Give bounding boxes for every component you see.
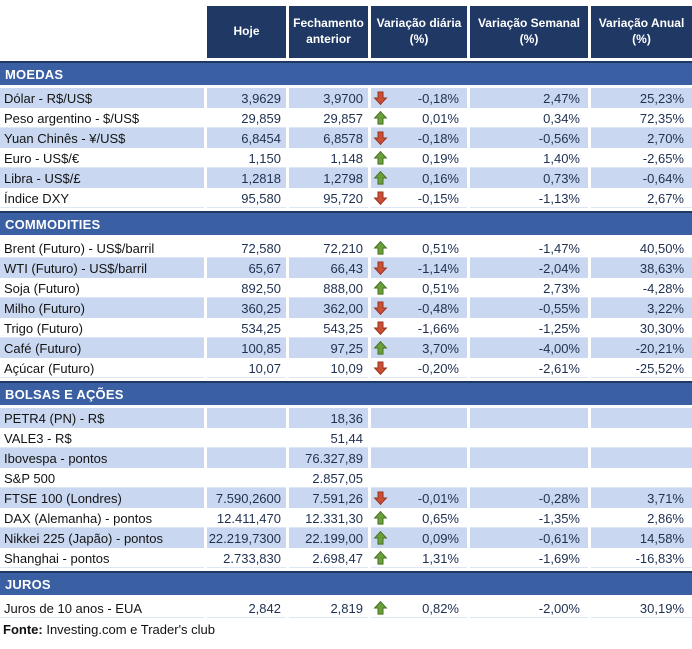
fechamento-anterior-value: 1,148 — [289, 148, 368, 168]
fechamento-anterior-value: 2.857,05 — [289, 468, 368, 488]
hoje-value — [207, 448, 286, 468]
table-row — [0, 318, 692, 338]
column-header-hoje: Hoje — [207, 6, 286, 58]
hoje-value: 534,25 — [207, 318, 286, 338]
fechamento-anterior-value: 6,8578 — [289, 128, 368, 148]
variacao-diaria-value: 3,70% — [422, 340, 459, 356]
variacao-anual-value: -16,83% — [591, 548, 692, 568]
variacao-diaria-value: 0,65% — [422, 510, 459, 526]
table-row — [0, 598, 692, 618]
row-label: Índice DXY — [0, 188, 204, 208]
variacao-diaria-value: 0,19% — [422, 150, 459, 166]
hoje-value: 2,842 — [207, 598, 286, 618]
variacao-diaria-cell — [371, 148, 467, 168]
fechamento-anterior-value: 7.591,26 — [289, 488, 368, 508]
table-row — [0, 468, 692, 488]
fechamento-anterior-value: 2,819 — [289, 598, 368, 618]
section-title: BOLSAS E AÇÕES — [5, 386, 124, 402]
variacao-diaria-value: 0,82% — [422, 600, 459, 616]
fechamento-anterior-value: 1,2798 — [289, 168, 368, 188]
row-label: DAX (Alemanha) - pontos — [0, 508, 204, 528]
hoje-value: 65,67 — [207, 258, 286, 278]
table-row — [0, 358, 692, 378]
table-row — [0, 548, 692, 568]
hoje-value: 6,8454 — [207, 128, 286, 148]
down-arrow-icon — [373, 321, 388, 336]
variacao-semanal-value — [470, 428, 588, 448]
table-row — [0, 528, 692, 548]
table-row — [0, 428, 692, 448]
down-arrow-icon — [373, 131, 388, 146]
variacao-diaria-value: 0,16% — [422, 170, 459, 186]
section-header-2 — [0, 381, 692, 405]
variacao-anual-value: 2,86% — [591, 508, 692, 528]
table-row — [0, 128, 692, 148]
variacao-anual-value: 2,67% — [591, 188, 692, 208]
table-row — [0, 238, 692, 258]
row-label: VALE3 - R$ — [0, 428, 204, 448]
section-header-1 — [0, 211, 692, 235]
column-header-var-anual: Variação Anual (%) — [591, 6, 692, 58]
variacao-semanal-value: 2,47% — [470, 88, 588, 108]
hoje-value: 72,580 — [207, 238, 286, 258]
section-title: MOEDAS — [5, 66, 64, 82]
fechamento-anterior-value: 10,09 — [289, 358, 368, 378]
variacao-diaria-value: -0,18% — [417, 130, 459, 146]
table-row — [0, 88, 692, 108]
up-arrow-icon — [373, 151, 388, 166]
variacao-diaria-cell — [371, 108, 467, 128]
variacao-semanal-value: 2,73% — [470, 278, 588, 298]
source-text: Investing.com e Trader's club — [46, 622, 216, 637]
variacao-semanal-value: -4,00% — [470, 338, 588, 358]
fechamento-anterior-value: 3,9700 — [289, 88, 368, 108]
variacao-diaria-cell — [371, 318, 467, 338]
variacao-diaria-cell — [371, 298, 467, 318]
table-row — [0, 488, 692, 508]
variacao-anual-value: -20,21% — [591, 338, 692, 358]
variacao-diaria-cell — [371, 188, 467, 208]
variacao-semanal-value: -2,00% — [470, 598, 588, 618]
row-label: FTSE 100 (Londres) — [0, 488, 204, 508]
row-label: Euro - US$/€ — [0, 148, 204, 168]
variacao-anual-value — [591, 408, 692, 428]
variacao-semanal-value — [470, 408, 588, 428]
variacao-diaria-cell — [371, 468, 467, 488]
section-rows — [0, 88, 692, 208]
fechamento-anterior-value: 66,43 — [289, 258, 368, 278]
row-label: Soja (Futuro) — [0, 278, 204, 298]
variacao-semanal-value: 0,34% — [470, 108, 588, 128]
variacao-diaria-cell — [371, 408, 467, 428]
variacao-semanal-value — [470, 468, 588, 488]
variacao-semanal-value: -2,61% — [470, 358, 588, 378]
table-section — [0, 61, 692, 208]
hoje-value: 22.219,7300 — [207, 528, 286, 548]
variacao-diaria-cell — [371, 88, 467, 108]
fechamento-anterior-value: 22.199,00 — [289, 528, 368, 548]
table-row — [0, 408, 692, 428]
variacao-semanal-value: -0,55% — [470, 298, 588, 318]
hoje-value — [207, 408, 286, 428]
table-body — [0, 61, 692, 618]
row-label: PETR4 (PN) - R$ — [0, 408, 204, 428]
hoje-value: 1,2818 — [207, 168, 286, 188]
variacao-semanal-value: -0,61% — [470, 528, 588, 548]
variacao-anual-value: 72,35% — [591, 108, 692, 128]
down-arrow-icon — [373, 261, 388, 276]
fechamento-anterior-value: 29,857 — [289, 108, 368, 128]
down-arrow-icon — [373, 491, 388, 506]
row-label: Nikkei 225 (Japão) - pontos — [0, 528, 204, 548]
variacao-anual-value: -2,65% — [591, 148, 692, 168]
variacao-diaria-cell — [371, 168, 467, 188]
variacao-diaria-cell — [371, 358, 467, 378]
variacao-anual-value — [591, 468, 692, 488]
down-arrow-icon — [373, 361, 388, 376]
variacao-anual-value: -0,64% — [591, 168, 692, 188]
row-label: Ibovespa - pontos — [0, 448, 204, 468]
row-label: Açúcar (Futuro) — [0, 358, 204, 378]
variacao-semanal-value: -0,56% — [470, 128, 588, 148]
table-row — [0, 148, 692, 168]
up-arrow-icon — [373, 111, 388, 126]
section-title: JUROS — [5, 576, 51, 592]
hoje-value: 892,50 — [207, 278, 286, 298]
hoje-value: 3,9629 — [207, 88, 286, 108]
row-label: Juros de 10 anos - EUA — [0, 598, 204, 618]
variacao-diaria-value: 0,51% — [422, 280, 459, 296]
table-section — [0, 211, 692, 378]
variacao-semanal-value: -1,35% — [470, 508, 588, 528]
variacao-diaria-cell — [371, 128, 467, 148]
fechamento-anterior-value: 72,210 — [289, 238, 368, 258]
variacao-anual-value: 3,71% — [591, 488, 692, 508]
fechamento-anterior-value: 51,44 — [289, 428, 368, 448]
variacao-diaria-cell — [371, 448, 467, 468]
row-label: Trigo (Futuro) — [0, 318, 204, 338]
variacao-diaria-cell — [371, 548, 467, 568]
variacao-anual-value: 2,70% — [591, 128, 692, 148]
variacao-semanal-value: 1,40% — [470, 148, 588, 168]
variacao-diaria-value: -0,01% — [417, 490, 459, 506]
variacao-diaria-value: -0,20% — [417, 360, 459, 376]
variacao-diaria-value: -1,14% — [417, 260, 459, 276]
up-arrow-icon — [373, 551, 388, 566]
fechamento-anterior-value: 95,720 — [289, 188, 368, 208]
up-arrow-icon — [373, 171, 388, 186]
table-row — [0, 168, 692, 188]
column-header-var-diaria: Variação diária (%) — [371, 6, 467, 58]
variacao-semanal-value: -1,25% — [470, 318, 588, 338]
row-label: WTI (Futuro) - US$/barril — [0, 258, 204, 278]
variacao-anual-value — [591, 428, 692, 448]
variacao-diaria-cell — [371, 428, 467, 448]
variacao-diaria-value: 0,09% — [422, 530, 459, 546]
table-row — [0, 448, 692, 468]
variacao-diaria-cell — [371, 238, 467, 258]
row-label: Peso argentino - $/US$ — [0, 108, 204, 128]
hoje-value: 95,580 — [207, 188, 286, 208]
variacao-diaria-value: 1,31% — [422, 550, 459, 566]
table-row — [0, 508, 692, 528]
variacao-diaria-value: 0,51% — [422, 240, 459, 256]
variacao-anual-value: 40,50% — [591, 238, 692, 258]
variacao-semanal-value: 0,73% — [470, 168, 588, 188]
variacao-semanal-value: -2,04% — [470, 258, 588, 278]
variacao-diaria-cell — [371, 508, 467, 528]
variacao-anual-value: 30,30% — [591, 318, 692, 338]
row-label: Café (Futuro) — [0, 338, 204, 358]
fechamento-anterior-value: 888,00 — [289, 278, 368, 298]
variacao-anual-value — [591, 448, 692, 468]
down-arrow-icon — [373, 301, 388, 316]
section-rows — [0, 598, 692, 618]
section-header-3 — [0, 571, 692, 595]
up-arrow-icon — [373, 341, 388, 356]
variacao-semanal-value — [470, 448, 588, 468]
table-row — [0, 278, 692, 298]
up-arrow-icon — [373, 601, 388, 616]
variacao-semanal-value: -1,47% — [470, 238, 588, 258]
up-arrow-icon — [373, 511, 388, 526]
up-arrow-icon — [373, 281, 388, 296]
variacao-diaria-value: -0,15% — [417, 190, 459, 206]
header-corner-spacer — [0, 6, 204, 58]
variacao-anual-value: 14,58% — [591, 528, 692, 548]
hoje-value: 2.733,830 — [207, 548, 286, 568]
variacao-diaria-value: -0,18% — [417, 90, 459, 106]
variacao-diaria-cell — [371, 528, 467, 548]
fechamento-anterior-value: 362,00 — [289, 298, 368, 318]
table-row — [0, 338, 692, 358]
row-label: Dólar - R$/US$ — [0, 88, 204, 108]
fechamento-anterior-value: 543,25 — [289, 318, 368, 338]
variacao-anual-value: -4,28% — [591, 278, 692, 298]
table-header — [0, 6, 692, 58]
variacao-anual-value: -25,52% — [591, 358, 692, 378]
row-label: Yuan Chinês - ¥/US$ — [0, 128, 204, 148]
fechamento-anterior-value: 2.698,47 — [289, 548, 368, 568]
hoje-value — [207, 428, 286, 448]
hoje-value: 7.590,2600 — [207, 488, 286, 508]
hoje-value — [207, 468, 286, 488]
down-arrow-icon — [373, 191, 388, 206]
hoje-value: 12.411,470 — [207, 508, 286, 528]
variacao-diaria-value: 0,01% — [422, 110, 459, 126]
fechamento-anterior-value: 12.331,30 — [289, 508, 368, 528]
variacao-anual-value: 30,19% — [591, 598, 692, 618]
column-header-var-semanal: Variação Semanal (%) — [470, 6, 588, 58]
hoje-value: 10,07 — [207, 358, 286, 378]
table-row — [0, 258, 692, 278]
variacao-diaria-value: -1,66% — [417, 320, 459, 336]
variacao-anual-value: 25,23% — [591, 88, 692, 108]
fechamento-anterior-value: 18,36 — [289, 408, 368, 428]
fechamento-anterior-value: 76.327,89 — [289, 448, 368, 468]
table-row — [0, 188, 692, 208]
variacao-diaria-value: -0,48% — [417, 300, 459, 316]
hoje-value: 1,150 — [207, 148, 286, 168]
variacao-diaria-cell — [371, 488, 467, 508]
variacao-anual-value: 38,63% — [591, 258, 692, 278]
section-rows — [0, 408, 692, 568]
variacao-diaria-cell — [371, 278, 467, 298]
source-label: Fonte: — [3, 622, 43, 637]
column-header-fechamento: Fechamento anterior — [289, 6, 368, 58]
variacao-semanal-value: -0,28% — [470, 488, 588, 508]
hoje-value: 29,859 — [207, 108, 286, 128]
section-title: COMMODITIES — [5, 216, 101, 232]
row-label: Milho (Futuro) — [0, 298, 204, 318]
row-label: Libra - US$/£ — [0, 168, 204, 188]
fechamento-anterior-value: 97,25 — [289, 338, 368, 358]
variacao-semanal-value: -1,13% — [470, 188, 588, 208]
hoje-value: 360,25 — [207, 298, 286, 318]
up-arrow-icon — [373, 531, 388, 546]
table-section — [0, 571, 692, 618]
down-arrow-icon — [373, 91, 388, 106]
row-label: S&P 500 — [0, 468, 204, 488]
variacao-diaria-cell — [371, 338, 467, 358]
hoje-value: 100,85 — [207, 338, 286, 358]
table-row — [0, 298, 692, 318]
section-rows — [0, 238, 692, 378]
table-row — [0, 108, 692, 128]
variacao-semanal-value: -1,69% — [470, 548, 588, 568]
row-label: Shanghai - pontos — [0, 548, 204, 568]
table-section — [0, 381, 692, 568]
up-arrow-icon — [373, 241, 388, 256]
section-header-0 — [0, 61, 692, 85]
row-label: Brent (Futuro) - US$/barril — [0, 238, 204, 258]
variacao-diaria-cell — [371, 598, 467, 618]
source-note — [0, 622, 692, 637]
variacao-anual-value: 3,22% — [591, 298, 692, 318]
variacao-diaria-cell — [371, 258, 467, 278]
